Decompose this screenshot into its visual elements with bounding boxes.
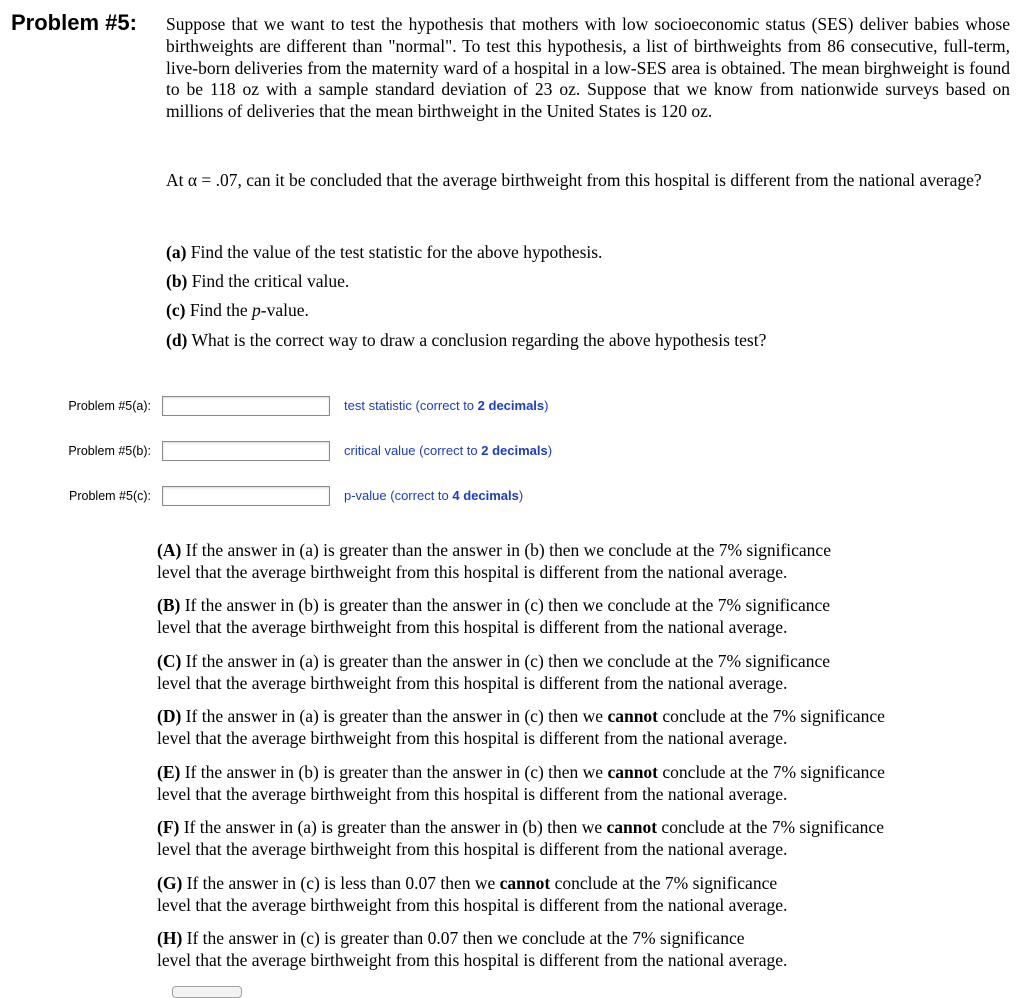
- option-f: (F) If the answer in (a) is greater than the answer in (b) then we cannot conclude at the 7% significance level that the average birthweight from this hospital is different from the national average.: [157, 817, 884, 859]
- part-a: (a) Find the value of the test statistic for the above hypothesis.: [166, 242, 603, 262]
- answer-dropdown-d[interactable]: [172, 986, 242, 998]
- problem-title: Problem #5:: [11, 10, 137, 35]
- option-g: (G) If the answer in (c) is less than 0.07 then we cannot conclude at the 7% significance level that the average birthweight from this hospital is different from the national average.: [157, 873, 788, 915]
- answer-input-a[interactable]: [162, 396, 330, 416]
- answer-input-c[interactable]: [162, 486, 330, 506]
- answer-hint-b: critical value (correct to 2 decimals): [344, 443, 553, 458]
- problem-statement: Suppose that we want to test the hypothesis that mothers with low socioeconomic status (SES) deliver babies whose birthweights are different than "normal". To test this hypothesis, a list of birthweights from 86 consecutive, full-term, live-born deliveries from the maternity ward of a hospital in a low-SES area is obtained. The mean birghweight is found to be 118 oz with a sample standard deviation of 23 oz. Suppose that we know from nationwide surveys based on millions of deliveries that the mean birthweight in the United States is 120 oz.: [166, 14, 1010, 122]
- option-c: (C) If the answer in (a) is greater than the answer in (c) then we conclude at the 7% significance level that the average birthweight from this hospital is different from the national average.: [157, 651, 830, 693]
- answer-hint-a: test statistic (correct to 2 decimals): [344, 398, 549, 413]
- part-c: (c) Find the p-value.: [166, 300, 309, 320]
- option-b: (B) If the answer in (b) is greater than the answer in (c) then we conclude at the 7% significance level that the average birthweight from this hospital is different from the national average.: [157, 595, 830, 637]
- option-d: (D) If the answer in (a) is greater than the answer in (c) then we cannot conclude at the 7% significance level that the average birthweight from this hospital is different from the national average.: [157, 706, 885, 748]
- answer-hint-c: p-value (correct to 4 decimals): [344, 488, 524, 503]
- option-a: (A) If the answer in (a) is greater than the answer in (b) then we conclude at the 7% significance level that the average birthweight from this hospital is different from the national average.: [157, 540, 831, 582]
- answer-label-b: Problem #5(b):: [68, 444, 151, 458]
- option-e: (E) If the answer in (b) is greater than the answer in (c) then we cannot conclude at the 7% significance level that the average birthweight from this hospital is different from the national average.: [157, 762, 885, 804]
- option-h: (H) If the answer in (c) is greater than 0.07 then we conclude at the 7% significance level that the average birthweight from this hospital is different from the national average.: [157, 928, 788, 970]
- part-b: (b) Find the critical value.: [166, 271, 350, 291]
- answer-input-b[interactable]: [162, 441, 330, 461]
- part-d: (d) What is the correct way to draw a conclusion regarding the above hypothesis test?: [166, 330, 767, 350]
- problem-question: At α = .07, can it be concluded that the average birthweight from this hospital is different from the national average?: [166, 170, 982, 190]
- answer-label-c: Problem #5(c):: [69, 489, 151, 503]
- answer-label-a: Problem #5(a):: [68, 399, 151, 413]
